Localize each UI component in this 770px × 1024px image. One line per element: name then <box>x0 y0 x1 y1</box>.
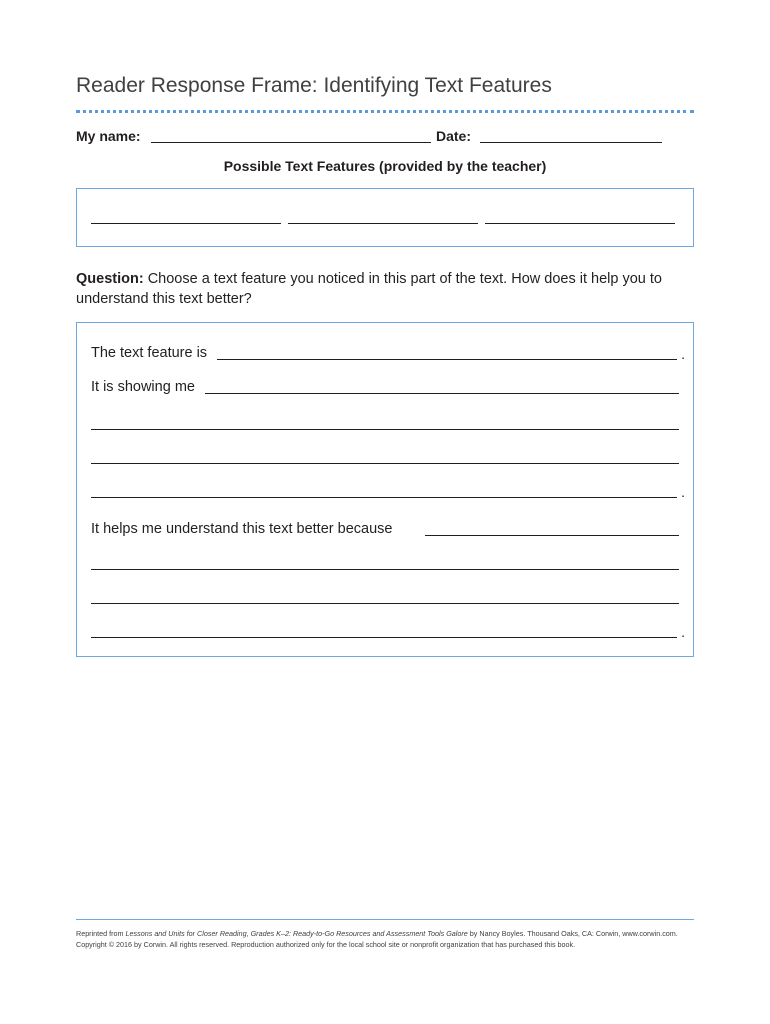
footer-book-title: Lessons and Units for Closer Reading, Grades K–2: Ready-to-Go Resources and Assessment Tools Galore <box>125 929 468 938</box>
name-date-row <box>76 128 696 146</box>
showing-prompt: It is showing me <box>91 379 195 395</box>
answer-row-blank <box>91 447 679 467</box>
date-label: Date: <box>436 128 472 144</box>
feature-answer-line[interactable] <box>217 359 677 360</box>
footer-prefix: Reprinted from <box>76 929 126 938</box>
footer-suffix: by Nancy Boyles. Thousand Oaks, CA: Corwin, www.corwin.com. <box>467 929 678 938</box>
name-field[interactable] <box>151 142 431 143</box>
features-heading: Possible Text Features (provided by the teacher) <box>223 158 547 174</box>
features-box <box>76 188 694 247</box>
page-title: Reader Response Frame: Identifying Text Features <box>76 74 552 97</box>
question-body: Choose a text feature you noticed in this part of the text. How does it help you to understand this text better? <box>76 271 662 307</box>
answer-box <box>76 322 694 657</box>
answer-line[interactable] <box>91 497 677 498</box>
answer-line[interactable] <box>91 569 679 570</box>
helps-prompt: It helps me understand this text better because <box>91 521 393 537</box>
period-mark: . <box>681 484 685 500</box>
footer-line-2: Copyright © 2016 by Corwin. All rights reserved. Reproduction authorized only for the local school site or nonprofit organization that has purchased this book. <box>76 940 576 949</box>
answer-line[interactable] <box>91 637 677 638</box>
answer-row-blank <box>91 481 685 501</box>
answer-row-blank <box>91 587 679 607</box>
date-field[interactable] <box>480 142 662 143</box>
answer-line[interactable] <box>91 603 679 604</box>
question-text <box>76 269 696 309</box>
answer-row-blank <box>91 413 679 433</box>
name-label: My name: <box>76 128 141 144</box>
answer-line[interactable] <box>91 463 679 464</box>
answer-row-helps <box>91 519 679 539</box>
showing-answer-line[interactable] <box>205 393 679 394</box>
answer-row-blank <box>91 553 679 573</box>
footer-credits <box>76 928 696 950</box>
helps-answer-line[interactable] <box>425 535 679 536</box>
feature-field-3[interactable] <box>485 223 675 224</box>
answer-row-showing <box>91 377 679 397</box>
question-label: Question: <box>76 271 144 287</box>
title-divider <box>76 110 694 113</box>
answer-row-feature <box>91 343 685 363</box>
footer-line-1 <box>76 928 696 939</box>
feature-field-2[interactable] <box>288 223 478 224</box>
period-mark: . <box>681 624 685 640</box>
answer-line[interactable] <box>91 429 679 430</box>
answer-row-blank <box>91 621 685 641</box>
feature-prompt: The text feature is <box>91 345 208 361</box>
period-mark: . <box>681 346 685 362</box>
footer-divider <box>76 919 694 920</box>
feature-field-1[interactable] <box>91 223 281 224</box>
